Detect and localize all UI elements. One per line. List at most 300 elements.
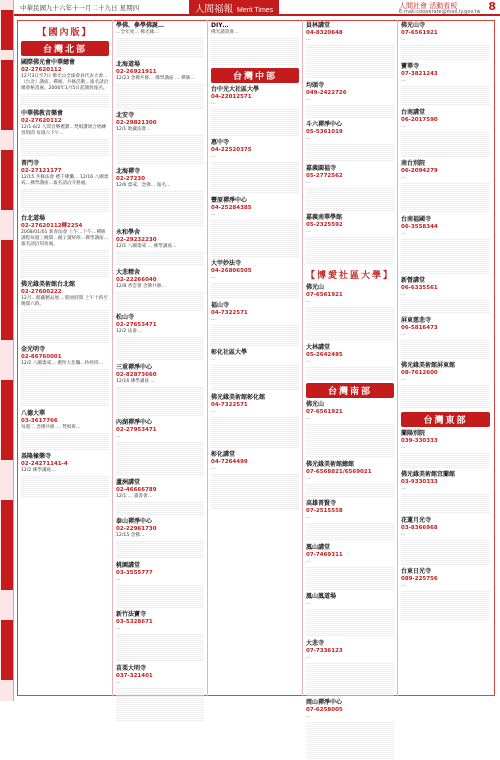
temple-listing [401, 430, 490, 468]
listing-column [18, 20, 113, 696]
listing-phone: 03-9330333 [401, 479, 438, 485]
temple-listing [401, 216, 490, 274]
fine-print-lines [116, 251, 204, 266]
temple-listing [21, 59, 109, 107]
listing-details: … [306, 136, 311, 141]
listing-phone: 07-6561921 [306, 409, 343, 415]
listing-name: 三重禪淨中心 [116, 364, 153, 371]
listing-phone: 07-6568821/6569021 [306, 469, 372, 475]
listing-name: 惠中寺 [211, 139, 230, 146]
listing-name: 佛光緣美術館宜蘭館 [401, 471, 456, 478]
listing-details: … [211, 317, 216, 322]
listing-name: 八德大華 [21, 410, 46, 417]
region-section-title: 台灣北部 [21, 41, 109, 56]
listing-details: … [401, 124, 406, 129]
fine-print-lines [116, 633, 204, 662]
listing-name: 學佛、參學佛誕… [116, 22, 165, 29]
listing-phone: 03-8366968 [401, 525, 438, 531]
fine-print-lines [116, 386, 204, 416]
listing-details: 12月…館藏精品展… 開放時間 上午十時至晚間六時。 [21, 296, 108, 307]
listing-name: 大甲妙法寺 [211, 260, 242, 267]
temple-listing [401, 317, 490, 359]
listing-name: 斗六禪淨中心 [306, 121, 343, 128]
temple-listing [211, 302, 299, 346]
temple-listing [116, 22, 204, 58]
temple-listing [21, 110, 109, 157]
listing-phone: 049-2422726 [306, 90, 347, 96]
listing-phone: 02-24271141-4 [21, 461, 68, 467]
listing-phone: 04-25284385 [211, 205, 252, 211]
page-number: 8 [488, 0, 496, 13]
listing-phone: 04-22012571 [211, 94, 252, 100]
temple-listing [211, 197, 299, 257]
listing-name: 基隆極樂寺 [21, 453, 52, 460]
listing-name: 豐原禪淨中心 [211, 197, 248, 204]
listing-phone: 05-2325592 [306, 222, 343, 228]
listing-phone: 04-26806505 [211, 268, 252, 274]
listing-name: 佛光緣美術館彰化館 [211, 394, 266, 401]
temple-listing [306, 461, 394, 497]
listing-column [208, 20, 303, 696]
fine-print-lines [211, 219, 299, 257]
fine-print-lines [306, 721, 394, 760]
listing-name: 台東日光寺 [401, 568, 432, 575]
temple-listing [306, 344, 394, 380]
fine-print-lines [306, 366, 394, 380]
listing-phone: 02-27653471 [116, 322, 157, 328]
listing-name: 高雄普賢寺 [306, 500, 337, 507]
temple-listing [211, 86, 299, 136]
listing-name: 彰化社區大學 [211, 349, 248, 356]
listing-phone: 04-7322571 [211, 402, 248, 408]
fine-print-lines [306, 662, 394, 696]
listing-details: 每週二 念佛共修 … 梵唄班… [21, 425, 81, 430]
listing-phone: 04-8320648 [306, 30, 343, 36]
listing-name: 金光明寺 [21, 346, 46, 353]
listing-phone: 037-321401 [116, 673, 153, 679]
listing-details: … [211, 357, 216, 362]
listing-phone: 07-6561921 [401, 30, 438, 36]
listing-phone: 03-5328671 [116, 619, 153, 625]
publication-date: 中華民國九十六年十一月二十九日 星期四 [20, 4, 140, 12]
temple-listing [211, 22, 299, 65]
listing-details: … [306, 601, 311, 606]
listing-details: 12/2 法會… [116, 329, 142, 334]
listing-details: … [306, 299, 311, 304]
listing-phone: 05-2642485 [306, 352, 343, 358]
temple-listing [306, 640, 394, 696]
listing-details: … [306, 476, 311, 481]
listing-details: … [306, 97, 311, 102]
listing-name: 員林講堂 [306, 22, 331, 29]
temple-listing [306, 22, 394, 79]
temple-listing [116, 269, 204, 311]
listing-details: … [401, 292, 406, 297]
listing-phone: 02-82873660 [116, 372, 157, 378]
listing-column [303, 20, 398, 719]
listing-phone: 08-7612600 [401, 370, 438, 376]
listing-details: …全年度… 佛光緣… [116, 30, 159, 35]
temple-listing [401, 63, 490, 106]
fine-print-lines [211, 416, 299, 448]
fine-print-lines [116, 336, 204, 361]
temple-listing [116, 611, 204, 662]
listing-details: 12/2 佛學講座… [21, 468, 56, 473]
listing-phone: 02-26921911 [116, 69, 157, 75]
listing-name: 新營講堂 [401, 277, 426, 284]
listing-phone: 02-29232230 [116, 237, 157, 243]
fine-print-lines [306, 522, 394, 541]
paper-name: 人間福報 [195, 4, 234, 15]
listing-details: … [401, 532, 406, 537]
fine-print-lines [116, 190, 204, 226]
paper-english-name: Merit Times [237, 7, 274, 14]
temple-listing [116, 314, 204, 361]
listing-phone: 02-86760001 [21, 354, 62, 360]
temple-listing [116, 229, 204, 266]
temple-listing [21, 215, 109, 278]
region-section-title: 台灣南部 [306, 383, 394, 398]
listing-details: … [306, 655, 311, 660]
temple-listing [21, 410, 109, 450]
listing-details: … [401, 377, 406, 382]
temple-listing [116, 518, 204, 559]
fine-print-lines [211, 324, 299, 346]
listing-name: 寶華寺 [401, 63, 420, 70]
temple-listing [21, 453, 109, 498]
listing-details: … [306, 416, 311, 421]
listing-name: 泰山禪淨中心 [116, 518, 153, 525]
fine-print-lines [401, 452, 490, 468]
temple-listing [401, 568, 490, 621]
listing-name: 內湖禪淨中心 [116, 419, 153, 426]
listing-phone: 06-6335561 [401, 285, 438, 291]
temple-listing [401, 109, 490, 157]
temple-listing [306, 82, 394, 118]
listing-phone: 03-3555777 [116, 570, 153, 576]
fine-print-lines [116, 134, 204, 165]
listing-details: … [306, 714, 311, 719]
temple-listing [401, 160, 490, 213]
fine-print-lines [116, 291, 204, 311]
listing-phone: 06-2094279 [401, 168, 438, 174]
listing-details: 12/1-6/2 人間音樂禮讚…梵唄讚頌合唱練習時間 每週六下午… [21, 125, 107, 136]
listing-details: … [116, 680, 121, 685]
listing-name: 大林講堂 [306, 344, 331, 351]
fine-print-lines [21, 188, 109, 212]
listing-details: … [211, 275, 216, 280]
listing-phone: 06-2017590 [401, 117, 438, 123]
listing-details: … [211, 409, 216, 414]
temple-listing [116, 665, 204, 721]
listing-details: … [401, 37, 406, 42]
listing-phone: 07-7469311 [306, 552, 343, 558]
listing-name: 新竹法寶寺 [116, 611, 147, 618]
temple-listing [306, 544, 394, 590]
listing-details: … [401, 78, 406, 83]
listing-details: 12/2 八關齋戒… 禮拜大悲懺…抄經班… [21, 361, 104, 366]
listing-details: … [211, 212, 216, 217]
listing-phone: 02-27953471 [116, 427, 157, 433]
listing-name: 佛光山寺 [401, 22, 426, 29]
temple-listing [211, 394, 299, 448]
fine-print-lines [306, 608, 394, 637]
listing-details: … [116, 626, 121, 631]
listing-details: … [401, 486, 406, 491]
listing-name: 嘉義南華學館 [306, 214, 343, 221]
listing-name: 北海禪寺 [116, 168, 141, 175]
listing-details: … [401, 445, 406, 450]
listing-phone: 07-6258005 [306, 707, 343, 713]
listing-phone: 04-7264499 [211, 459, 248, 465]
listing-phone: 04-7322571 [211, 310, 248, 316]
listing-phone: 02-27620112轉2254 [21, 223, 83, 229]
fine-print-lines [401, 182, 490, 213]
listing-name: 北安寺 [116, 112, 135, 119]
listing-name: 苗栗大明寺 [116, 665, 147, 672]
listing-phone: 02-29821300 [116, 120, 157, 126]
temple-listing [116, 479, 204, 515]
fine-print-lines [211, 282, 299, 299]
listing-name: 永和學舍 [116, 229, 141, 236]
fine-print-lines [116, 83, 204, 109]
fine-print-lines [306, 423, 394, 458]
listing-phone: 07-6561921 [306, 292, 343, 298]
listing-phone: 05-5361019 [306, 129, 343, 135]
listing-phone: 02-27620112 [21, 67, 62, 73]
listing-phone: 02-27620112 [21, 118, 62, 124]
fine-print-lines [211, 108, 299, 136]
temple-listing [211, 139, 299, 194]
listing-details: 12/1 … 讀書會… [116, 494, 153, 499]
listing-name: 南台別院 [401, 160, 426, 167]
listing-name: 佛光山 [306, 401, 325, 408]
temple-listing [21, 160, 109, 212]
listing-phone: 02-22266040 [116, 277, 157, 283]
fine-print-lines [401, 299, 490, 314]
listing-phone: 06-3558344 [401, 224, 438, 230]
temple-listing [401, 517, 490, 565]
listing-name: 北海道場 [116, 61, 141, 68]
fine-print-lines [401, 339, 490, 359]
listing-name: 普門寺 [21, 160, 40, 167]
listing-phone: 089-225756 [401, 576, 438, 582]
listing-details: 12/8 香雲會 念佛共修… [116, 284, 166, 289]
fine-print-lines [306, 306, 394, 341]
listing-details: … [401, 231, 406, 236]
temple-listing [21, 281, 109, 343]
listing-name: DIY… [211, 22, 229, 29]
listing-name: 均頭寺 [306, 82, 325, 89]
listing-details: … [116, 577, 121, 582]
fine-print-lines [211, 473, 299, 510]
listing-name: 大悲寺 [306, 640, 325, 647]
temple-listing [116, 168, 204, 226]
fine-print-lines [211, 364, 299, 391]
listing-name: 彰化講堂 [211, 451, 236, 458]
fine-print-lines [116, 540, 204, 559]
listing-name: 花蓮月光寺 [401, 517, 432, 524]
listing-name: 佛光緣美術館台北館 [21, 281, 76, 288]
listing-phone: 07-7336123 [306, 648, 343, 654]
listing-phone: 02-27600222 [21, 289, 62, 295]
listing-details: … [211, 466, 216, 471]
listing-phone: 07-2515558 [306, 508, 343, 514]
listing-name: 台中光大社區大學 [211, 86, 260, 93]
listing-phone: 039-330333 [401, 438, 438, 444]
strip-marker [1, 500, 13, 590]
region-section-title: 【博愛社區大學】 [306, 271, 395, 281]
listing-name: 佛光緣美術館屏東館 [401, 362, 456, 369]
listing-name: 蘆洲講堂 [116, 479, 141, 486]
temple-listing [401, 277, 490, 314]
listing-phone: 02-27230 [116, 176, 146, 182]
fine-print-lines [401, 238, 490, 274]
temple-listing [401, 471, 490, 514]
listing-name: 蘭陽別院 [401, 430, 426, 437]
fine-print-lines [211, 37, 299, 65]
listing-name: 佛光緣美術館總館 [306, 461, 355, 468]
temple-listing [21, 346, 109, 407]
temple-listing [306, 284, 394, 341]
temple-listing [306, 593, 394, 637]
listing-details: … [306, 515, 311, 520]
listing-name: 福山寺 [211, 302, 230, 309]
fine-print-lines [401, 384, 490, 409]
listing-name: 松山寺 [116, 314, 135, 321]
fine-print-lines [21, 309, 109, 343]
listing-name: 屏東慈悲寺 [401, 317, 432, 324]
region-section-title: 【國內版】 [37, 28, 93, 38]
temple-listing [306, 121, 394, 162]
fine-print-lines [401, 85, 490, 106]
listing-name: 佛光山 [306, 284, 325, 291]
fine-print-lines [306, 104, 394, 118]
listing-phone: 03-3617766 [21, 418, 58, 424]
listing-name: 台南福國寺 [401, 216, 432, 223]
listing-name: 桃園講堂 [116, 562, 141, 569]
fine-print-lines [116, 441, 204, 476]
listing-phone: 02-22961730 [116, 526, 157, 532]
listing-name: 台南講堂 [401, 109, 426, 116]
temple-listing [116, 112, 204, 165]
temple-listing [116, 364, 204, 416]
listing-details: 12/23 念佛共修… 佛學講座 … 禪修… [116, 76, 195, 81]
fine-print-lines [21, 138, 109, 157]
listing-details: … [401, 583, 406, 588]
listing-phone: 07-3821243 [401, 71, 438, 77]
fine-print-lines [306, 566, 394, 590]
fine-print-lines [401, 539, 490, 565]
contact-email: E-mail:cooperate@mail.ly.gov.tw [399, 9, 481, 15]
temple-listing [306, 214, 394, 265]
listing-column [113, 20, 208, 696]
listing-name: 岡山禪淨中心 [306, 699, 343, 706]
temple-listing [211, 260, 299, 299]
listing-phone: 05-2772562 [306, 173, 343, 179]
fine-print-lines [21, 432, 109, 450]
listing-details: … [306, 37, 311, 42]
listing-name: 國際佛光會中華總會 [21, 59, 76, 66]
listing-details: 12/1 八關齋戒 … 佛學講座… [116, 244, 177, 249]
fine-print-lines [21, 93, 109, 107]
listing-details: 12月3日至7日 佛光山全球會員代表大會…（台北）講座、禪修、共修活動…報名請洽總會秘書處。2006年1月5日起開放報名。 [21, 74, 109, 91]
strip-marker [1, 60, 13, 130]
region-section-title: 台灣中部 [211, 68, 299, 83]
fine-print-lines [306, 483, 394, 497]
page-header [14, 0, 500, 16]
fine-print-lines [211, 161, 299, 194]
temple-listing [116, 419, 204, 476]
fine-print-lines [21, 475, 109, 498]
listing-details: … [401, 332, 406, 337]
temple-listing [116, 562, 204, 608]
section-slogan: 人間社會 活動看板 [399, 2, 458, 10]
fine-print-lines [401, 493, 490, 514]
temple-listing [211, 349, 299, 391]
listing-details: 12/15 念佛… [116, 533, 145, 538]
fine-print-lines [21, 249, 109, 278]
temple-listing [306, 165, 394, 211]
newspaper-masthead [189, 0, 279, 14]
listing-details: … [306, 359, 311, 364]
listing-details: 12/1 地藏法會… [116, 127, 151, 132]
fine-print-lines [306, 44, 394, 79]
fine-print-lines [116, 584, 204, 608]
strip-marker [1, 240, 13, 340]
left-index-strip [0, 0, 14, 701]
listing-details: … [401, 175, 406, 180]
fine-print-lines [401, 131, 490, 157]
listing-details: … [306, 559, 311, 564]
temple-listing [306, 401, 394, 458]
fine-print-lines [21, 368, 109, 407]
temple-listing [211, 451, 299, 510]
region-section-title: 台灣東部 [401, 412, 490, 427]
listing-phone: 02-27121177 [21, 168, 62, 174]
listing-details: 佛光讀書會… [211, 30, 239, 35]
strip-marker [1, 380, 13, 460]
listing-details: … [306, 229, 311, 234]
fine-print-lines [306, 236, 394, 265]
listing-phone: 04-22520375 [211, 147, 252, 153]
listing-name: 鳳山講堂 [306, 544, 331, 551]
listing-details: … [211, 101, 216, 106]
listing-details: 12/15 共修法會 禮千佛懺… 12/16 八關齋戒…佛學講座…報名請洽寺務處。 [21, 175, 109, 186]
strip-marker [1, 620, 13, 680]
listing-details: … [211, 154, 216, 159]
listing-phone: 06-5816473 [401, 325, 438, 331]
listing-phone: 02-46666789 [116, 487, 157, 493]
temple-listing [401, 22, 490, 60]
fine-print-lines [116, 501, 204, 515]
listing-details: 2008/01/01 新春法會 上午…下午…禪修課程每週三晚間…親子讀經班…佛學講座…報名請洽知客處。 [21, 230, 109, 247]
fine-print-lines [401, 590, 490, 621]
temple-listing [401, 362, 490, 409]
temple-listing [306, 500, 394, 541]
listing-details: … [306, 180, 311, 185]
fine-print-lines [401, 44, 490, 60]
strip-marker [1, 10, 13, 50]
listing-name: 鳳山鳳道場 [306, 593, 337, 600]
fine-print-lines [306, 187, 394, 211]
listing-details: 12/16 佛學講座 … [116, 379, 156, 384]
fine-print-lines [116, 37, 204, 58]
listing-name: 嘉義圓福寺 [306, 165, 337, 172]
listing-name: 中華佛教音樂會 [21, 110, 64, 117]
strip-marker [1, 150, 13, 210]
listing-name: 台北道場 [21, 215, 46, 222]
